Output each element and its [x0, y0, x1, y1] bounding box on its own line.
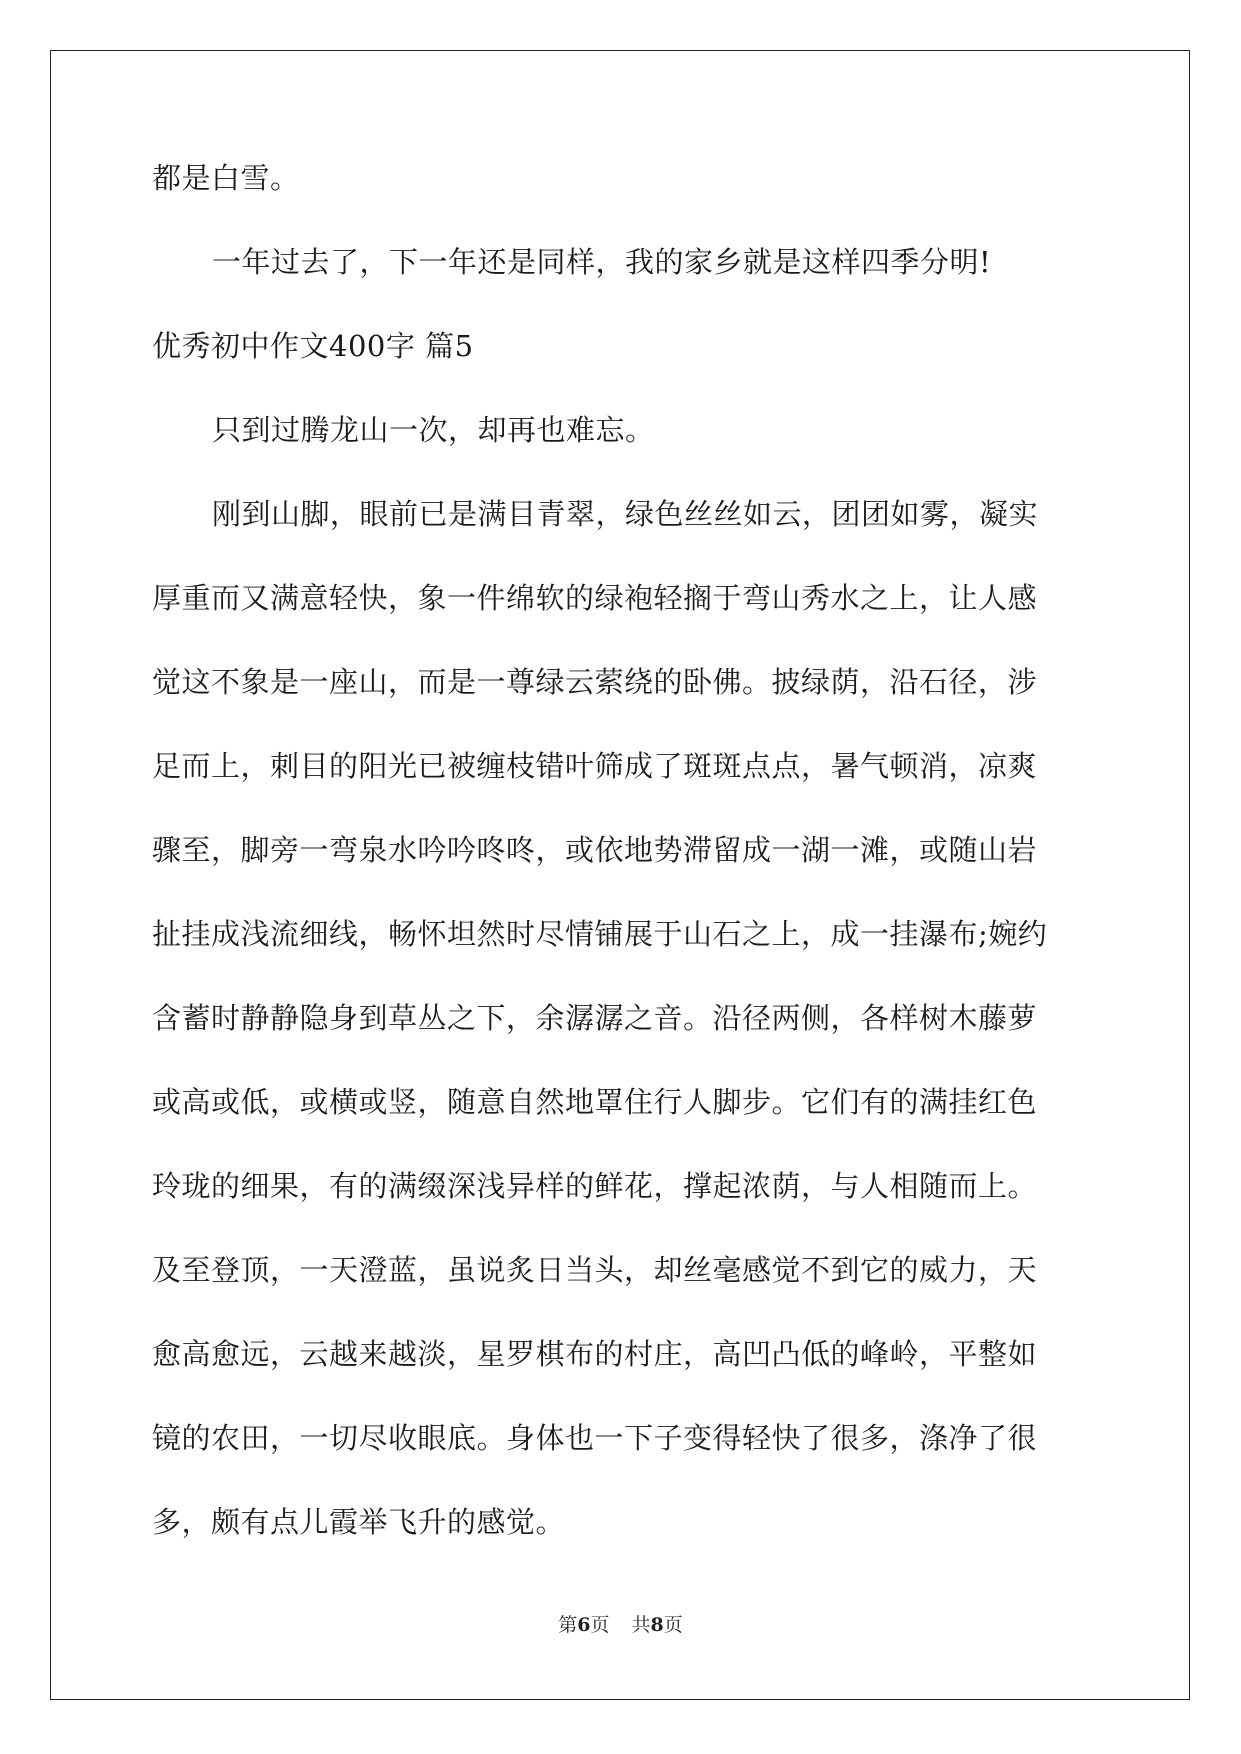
text-line: 玲珑的细果，有的满缀深浅异样的鲜花，撑起浓荫，与人相随而上。 — [152, 1169, 1038, 1203]
page-current: 6 — [577, 1614, 591, 1636]
total-prefix: 共 — [631, 1614, 651, 1636]
text-line: 只到过腾龙山一次，却再也难忘。 — [212, 413, 655, 447]
total-suffix: 页 — [663, 1614, 683, 1636]
page-suffix: 页 — [590, 1614, 610, 1636]
page-footer — [0, 1610, 1241, 1637]
text-line: 厚重而又满意轻快，象一件绵软的绿袍轻搁于弯山秀水之上，让人感 — [152, 581, 1038, 615]
text-line: 多，颇有点儿霞举飞升的感觉。 — [152, 1505, 566, 1539]
text-line: 镜的农田，一切尽收眼底。身体也一下子变得轻快了很多，涤净了很 — [152, 1421, 1038, 1455]
text-line: 骤至，脚旁一弯泉水吟吟咚咚，或依地势滞留成一湖一滩，或随山岩 — [152, 833, 1038, 867]
text-line: 都是白雪。 — [152, 161, 300, 195]
text-line: 含蓄时静静隐身到草丛之下，余潺潺之音。沿径两侧，各样树木藤萝 — [152, 1001, 1038, 1035]
page-prefix: 第 — [558, 1614, 578, 1636]
text-line: 扯挂成浅流细线，畅怀坦然时尽情铺展于山石之上，成一挂瀑布;婉约 — [152, 917, 1048, 951]
text-line: 足而上，刺目的阳光已被缠枝错叶筛成了斑斑点点，暑气顿消，凉爽 — [152, 749, 1038, 783]
document-body — [152, 158, 1092, 1586]
text-line: 觉这不象是一座山，而是一尊绿云萦绕的卧佛。披绿荫，沿石径，涉 — [152, 665, 1038, 699]
text-line: 及至登顶，一天澄蓝，虽说炙日当头，却丝毫感觉不到它的威力，天 — [152, 1253, 1038, 1287]
text-line: 一年过去了，下一年还是同样，我的家乡就是这样四季分明! — [212, 245, 992, 279]
text-line: 刚到山脚，眼前已是满目青翠，绿色丝丝如云，团团如雾，凝实 — [212, 497, 1039, 531]
text-line: 愈高愈远，云越来越淡，星罗棋布的村庄，高凹凸低的峰岭，平整如 — [152, 1337, 1038, 1371]
text-line: 或高或低，或横或竖，随意自然地罩住行人脚步。它们有的满挂红色 — [152, 1085, 1038, 1119]
section-heading: 优秀初中作文400字 篇5 — [152, 329, 474, 363]
page-total: 8 — [650, 1614, 664, 1636]
